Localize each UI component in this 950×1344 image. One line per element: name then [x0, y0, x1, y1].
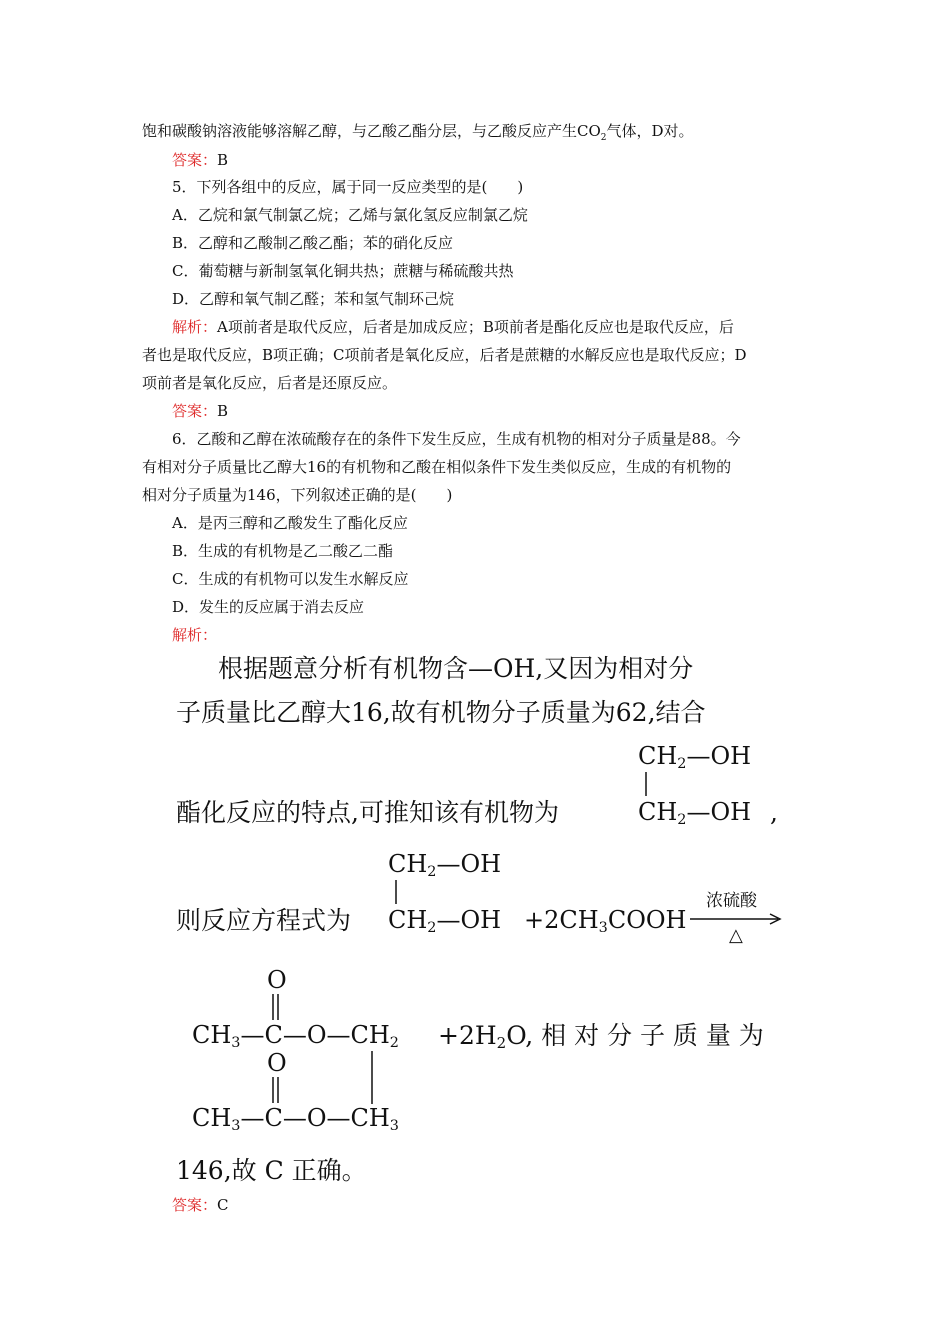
option-a: A．乙烷和氯气制氯乙烷；乙烯与氯化氢反应制氯乙烷	[172, 206, 528, 224]
option-b: B．生成的有机物是乙二酸乙二酯	[172, 542, 394, 560]
solution-line: 则反应方程式为	[176, 906, 352, 935]
analysis-line: 项前者是氧化反应，后者是还原反应。	[142, 374, 398, 392]
answer-label: 答案：	[172, 151, 218, 169]
answer-value: B	[217, 151, 229, 169]
answer-value: C	[217, 1196, 229, 1214]
formula-ch2-oh: $CH_2—OH$	[388, 850, 502, 880]
option-c: C．葡萄糖与新制氢氧化铜共热；蔗糖与稀硫酸共热	[172, 262, 514, 280]
question-stem: 6．乙酸和乙醇在浓硫酸存在的条件下发生反应，生成有机物的相对分子质量是88。今	[172, 430, 741, 448]
option-b: B．乙醇和乙酸制乙酸乙酯；苯的硝化反应	[172, 234, 454, 252]
analysis-line: 者也是取代反应，B项正确；C项前者是氧化反应，后者是蔗糖的水解反应也是取代反应；D	[142, 346, 747, 364]
solution-line: $+2H_2O$, 相 对 分 子 质 量 为	[438, 1021, 764, 1052]
question-stem: 5．下列各组中的反应，属于同一反应类型的是( )	[172, 178, 524, 196]
heat-label: △	[729, 925, 743, 946]
punctuation: ,	[770, 798, 778, 827]
option-d: D．乙醇和氧气制乙醛；苯和氢气制环己烷	[172, 290, 455, 308]
option-a: A．是丙三醇和乙酸发生了酯化反应	[172, 514, 408, 532]
solution-line: 146,故 C 正确。	[176, 1156, 367, 1185]
solution-line: 子质量比乙醇大16,故有机物分子质量为62,结合	[176, 698, 706, 727]
formula-ester-bottom: $CH_3—C—O—CH_3$	[192, 1104, 399, 1134]
question-stem: 相对分子质量为146，下列叙述正确的是( )	[142, 486, 453, 504]
text-line: 饱和碳酸钠溶液能够溶解乙醇，与乙酸乙酯分层，与乙酸反应产生$CO_2$气体，D对。	[142, 122, 694, 143]
analysis-label: 解析：	[172, 626, 218, 644]
formula-ch2-oh: $CH_2—OH$	[638, 798, 752, 828]
formula-acetic-acid: $+2CH_3COOH$	[524, 906, 687, 936]
carbonyl-oxygen: O	[267, 1049, 287, 1077]
option-c: C．生成的有机物可以发生水解反应	[172, 570, 409, 588]
formula-ester-top: $CH_3—C—O—CH_2$	[192, 1021, 399, 1051]
answer-label: 答案：	[172, 402, 218, 420]
formula-ch2-oh: $CH_2—OH$	[638, 742, 752, 772]
carbonyl-oxygen: O	[267, 966, 287, 994]
catalyst-label: 浓硫酸	[706, 891, 757, 911]
question-stem: 有相对分子质量比乙醇大16的有机物和乙酸在相似条件下发生类似反应，生成的有机物的	[142, 458, 732, 476]
option-d: D．发生的反应属于消去反应	[172, 598, 365, 616]
answer-line	[172, 1195, 229, 1215]
answer-value: B	[217, 402, 229, 420]
analysis-line: 解析：A项前者是取代反应，后者是加成反应；B项前者是酯化反应也是取代反应，后	[172, 318, 734, 336]
formula-ch2-oh: $CH_2—OH$	[388, 906, 502, 936]
analysis-label: 解析：	[172, 318, 218, 336]
solution-line: 酯化反应的特点,可推知该有机物为	[176, 798, 559, 827]
answer-label: 答案：	[172, 1196, 218, 1214]
solution-line: 根据题意分析有机物含—OH,又因为相对分	[218, 654, 694, 683]
